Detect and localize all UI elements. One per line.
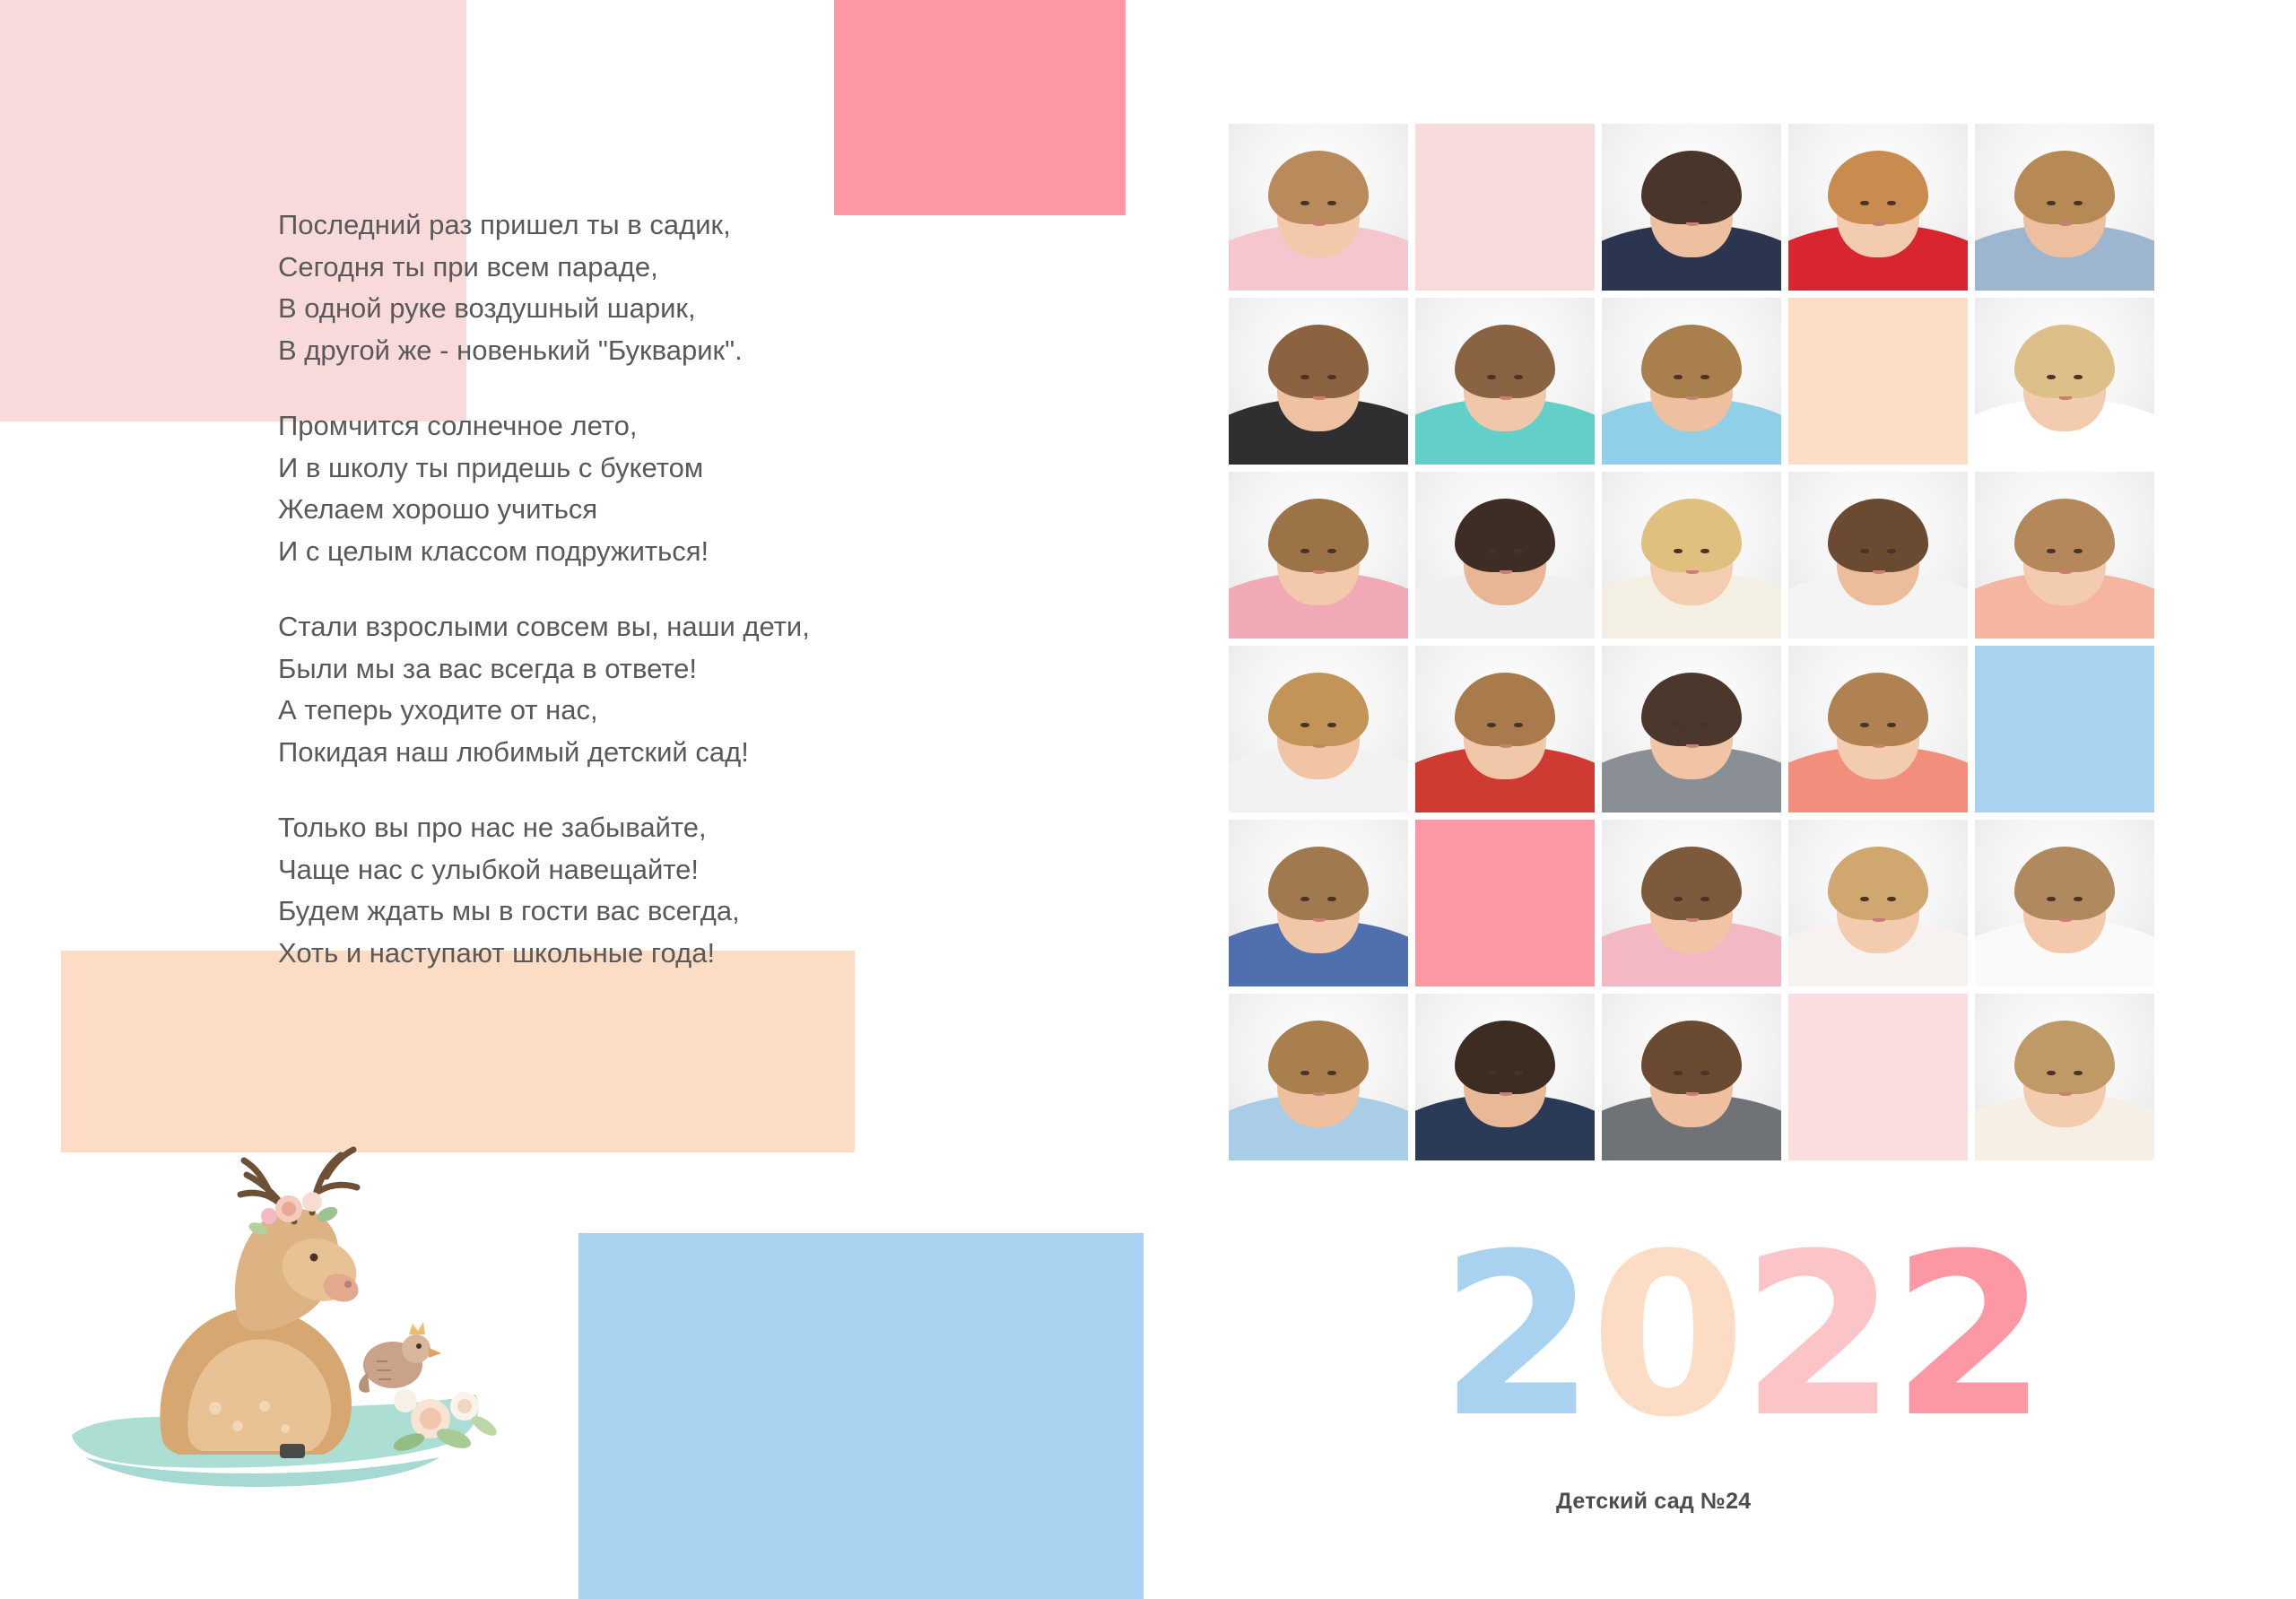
portrait-photo — [1788, 472, 1968, 639]
poem-line: А теперь уходите от нас, — [278, 694, 598, 726]
portrait-photo — [1975, 298, 2154, 465]
portrait-photo — [1602, 646, 1781, 813]
portrait-photo — [1788, 646, 1968, 813]
year-digit: 0 — [1589, 1205, 1741, 1466]
portrait-photo — [1229, 646, 1408, 813]
photo-grid-color-block — [1975, 646, 2154, 813]
poem-line: Хоть и наступают школьные года! — [278, 936, 716, 969]
portrait-photo — [1229, 472, 1408, 639]
portrait-photo — [1229, 820, 1408, 986]
poem-line: И в школу ты придешь с букетом — [278, 451, 704, 483]
poem-line: В одной руке воздушный шарик, — [278, 292, 696, 324]
poem-stanza — [278, 606, 1085, 773]
poem-stanza — [278, 405, 1085, 572]
poem-line: Покидая наш любимый детский сад! — [278, 735, 749, 768]
portrait-photo — [1602, 820, 1781, 986]
portrait-photo — [1602, 298, 1781, 465]
portrait-photo — [1229, 994, 1408, 1160]
photo-grid-color-block — [1415, 820, 1595, 986]
poem-text — [278, 204, 1085, 974]
photo-grid-color-block — [1788, 994, 1968, 1160]
portrait-photo — [1229, 124, 1408, 291]
poem-stanza — [278, 204, 1085, 371]
portrait-photo — [1415, 298, 1595, 465]
poem-line: Чаще нас с улыбкой навещайте! — [278, 853, 700, 885]
poem-line: Будем ждать мы в гости вас всегда, — [278, 895, 740, 926]
decor-block-pink-top-mid — [834, 0, 1126, 215]
portrait-photo — [1602, 994, 1781, 1160]
poem-line: Были мы за вас всегда в ответе! — [278, 652, 697, 684]
portrait-photo — [1602, 124, 1781, 291]
portrait-photo — [1975, 124, 2154, 291]
year-digit: 2 — [1439, 1205, 1590, 1466]
poem-line: Стали взрослыми совсем вы, наши дети, — [278, 611, 810, 642]
poem-line: И с целым классом подружиться! — [278, 534, 709, 567]
portrait-photo — [1975, 472, 2154, 639]
portrait-photo — [1415, 472, 1595, 639]
portrait-photo — [1602, 472, 1781, 639]
poem-line: Желаем хорошо учиться — [278, 493, 598, 525]
portrait-photo — [1975, 820, 2154, 986]
portrait-photo — [1975, 994, 2154, 1160]
portrait-photo — [1788, 124, 1968, 291]
poem-line: Только вы про нас не забывайте, — [278, 812, 707, 843]
poem-stanza — [278, 807, 1085, 974]
poem-line: Последний раз пришел ты в садик, — [278, 209, 731, 240]
poem-line: В другой же - новенький "Букварик". — [278, 334, 743, 366]
year-digit: 2 — [1740, 1205, 1892, 1466]
photo-grid-color-block — [1788, 298, 1968, 465]
photo-grid-color-block — [1415, 124, 1595, 291]
year-2022 — [1439, 1205, 2042, 1466]
decor-block-blue-bottom — [578, 1233, 1144, 1599]
photo-grid — [1229, 124, 2161, 1160]
poem-line: Промчится солнечное лето, — [278, 410, 638, 441]
watercolor-moose-illustration — [54, 1049, 520, 1516]
portrait-photo — [1229, 298, 1408, 465]
year-digit: 2 — [1891, 1205, 2042, 1466]
kindergarten-caption: Детский сад №24 — [1556, 1489, 1752, 1514]
poem-line: Сегодня ты при всем параде, — [278, 250, 658, 282]
portrait-photo — [1415, 646, 1595, 813]
portrait-photo — [1415, 994, 1595, 1160]
portrait-photo — [1788, 820, 1968, 986]
